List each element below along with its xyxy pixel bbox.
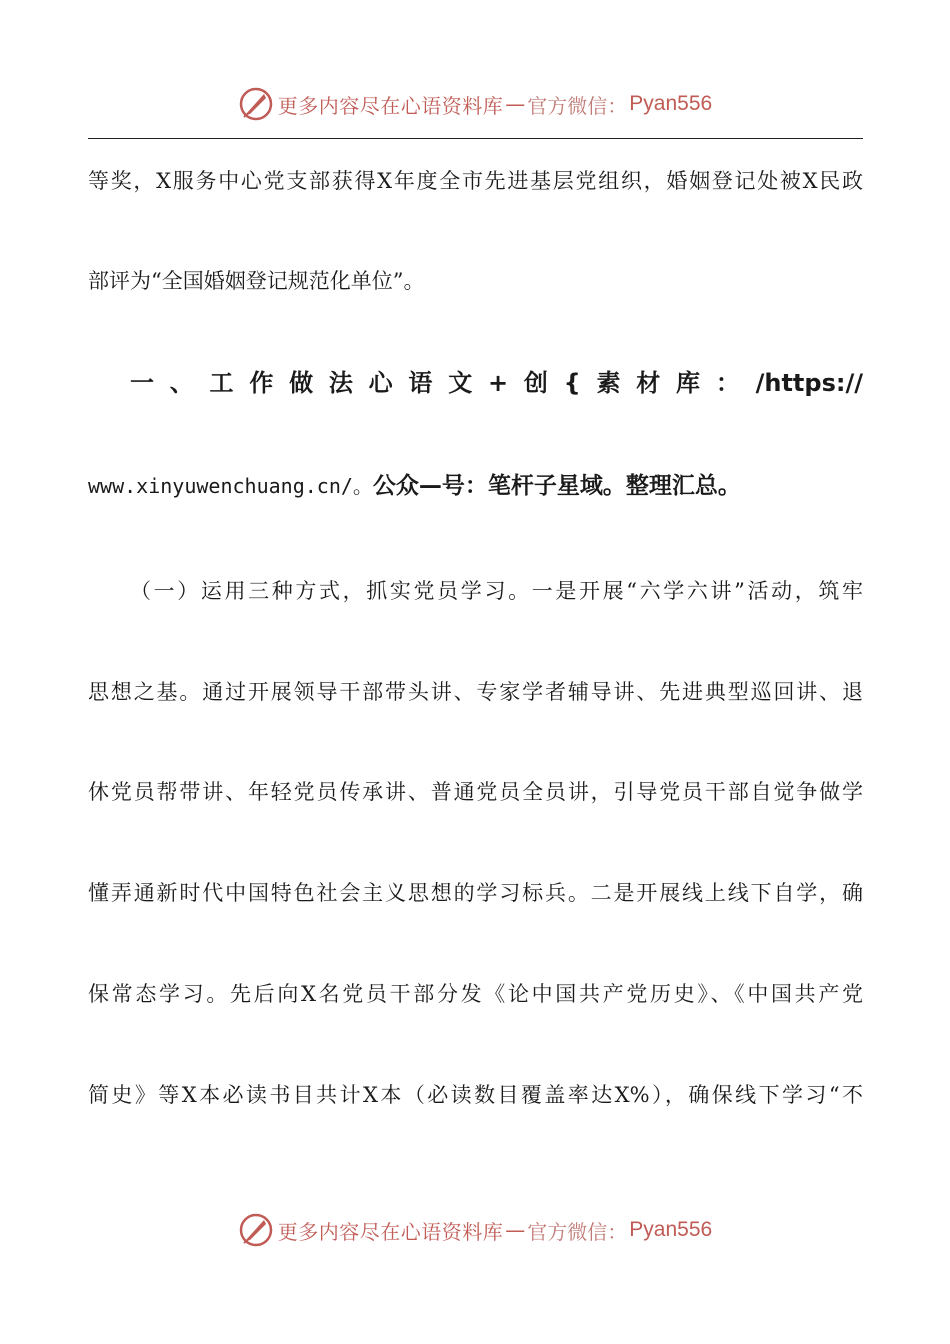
header-banner	[0, 82, 950, 126]
quill-logo-icon	[238, 86, 274, 122]
footer-label: 官方微信：	[527, 1219, 628, 1244]
para-line-3: 休党员帮带讲、年轻党员传承讲、普通党员全员讲，引导党员干部自觉争做学	[88, 780, 863, 804]
footer-separator: —	[505, 1218, 526, 1242]
header-divider	[88, 138, 863, 139]
body-line-1: 等奖，X服务中心党支部获得X年度全市先进基层党组织，婚姻登记处被X民政	[88, 169, 863, 193]
heading-rest: 公众—号：笔杆子星域。整理汇总。	[372, 473, 741, 499]
footer-wechat-id: Pyan556	[629, 1218, 713, 1241]
header-wechat-id: Pyan556	[629, 92, 713, 115]
heading-url: www.xinyuwenchuang.cn/。	[88, 474, 373, 498]
para-line-2: 思想之基。通过开展领导干部带头讲、专家学者辅导讲、先进典型巡回讲、退	[88, 680, 863, 704]
footer-text: 更多内容尽在心语资料库	[277, 1219, 504, 1244]
body-line-2: 部评为“全国婚姻登记规范化单位”。	[88, 269, 425, 293]
para-line-5: 保常态学习。先后向X名党员干部分发《论中国共产党历史》、《中国共产党	[88, 982, 863, 1006]
para-line-1: （一）运用三种方式，抓实党员学习。一是开展“六学六讲”活动，筑牢	[130, 579, 863, 603]
para-line-6: 简史》等X本必读书目共计X本（必读数目覆盖率达X%），确保线下学习“不	[88, 1083, 863, 1107]
section-heading-continued	[88, 467, 741, 500]
header-label: 官方微信：	[527, 93, 628, 118]
quill-logo-icon	[238, 1212, 274, 1248]
header-text: 更多内容尽在心语资料库	[277, 93, 504, 118]
footer-banner	[0, 1208, 950, 1252]
para-line-4: 懂弄通新时代中国特色社会主义思想的学习标兵。二是开展线上线下自学，确	[88, 881, 863, 905]
section-heading: 一、工作做法心语文+创{素材库：/https://	[130, 369, 863, 397]
header-separator: —	[505, 92, 526, 116]
